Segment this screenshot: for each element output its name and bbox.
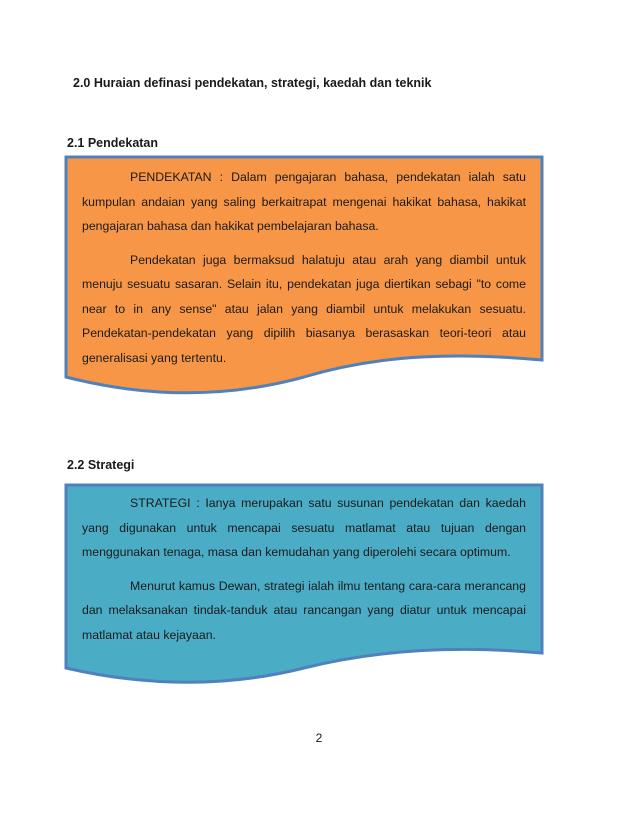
strategi-paragraph-1: STRATEGI : Ianya merupakan satu susunan pendekatan dan kaedah yang digunakan untuk mencapai sesuatu matlamat atau tujuan dengan menggunakan tenaga, masa dan kemudahan yang diperolehi secara optimum. xyxy=(82,496,526,559)
pendekatan-paragraph-2: Pendekatan juga bermaksud halatuju atau arah yang diambil untuk menuju sesuatu sasaran. Selain itu, pendekatan juga diertikan sebagi "to come near to in any sense" atau jalan yang diambil untuk melakukan sesuatu. Pendekatan-pendekatan yang dipilih biasanya berasaskan teori-teori atau generalisasi yang tertentu. xyxy=(82,252,526,365)
section-heading-pendekatan: 2.1 Pendekatan xyxy=(67,136,159,150)
main-heading: 2.0 Huraian definasi pendekatan, strategi, kaedah dan teknik xyxy=(73,76,432,90)
strategi-paragraph-2: Menurut kamus Dewan, strategi ialah ilmu tentang cara-cara merancang dan melaksanakan tindak-tanduk atau rancangan yang diatur untuk mencapai matlamat atau kejayaan. xyxy=(82,578,526,642)
pendekatan-paragraph-1: PENDEKATAN : Dalam pengajaran bahasa, pendekatan ialah satu kumpulan andaian yang saling berkaitrapat mengenai hakikat bahasa, hakikat pengajaran bahasa dan hakikat pembelajaran bahasa. xyxy=(82,170,526,233)
strategi-box-text xyxy=(82,491,526,656)
section-heading-strategi: 2.2 Strategi xyxy=(67,458,135,472)
pendekatan-box-text xyxy=(82,165,526,379)
strategi-box xyxy=(64,483,544,688)
pendekatan-box xyxy=(64,155,544,400)
page-number: 2 xyxy=(315,731,323,745)
